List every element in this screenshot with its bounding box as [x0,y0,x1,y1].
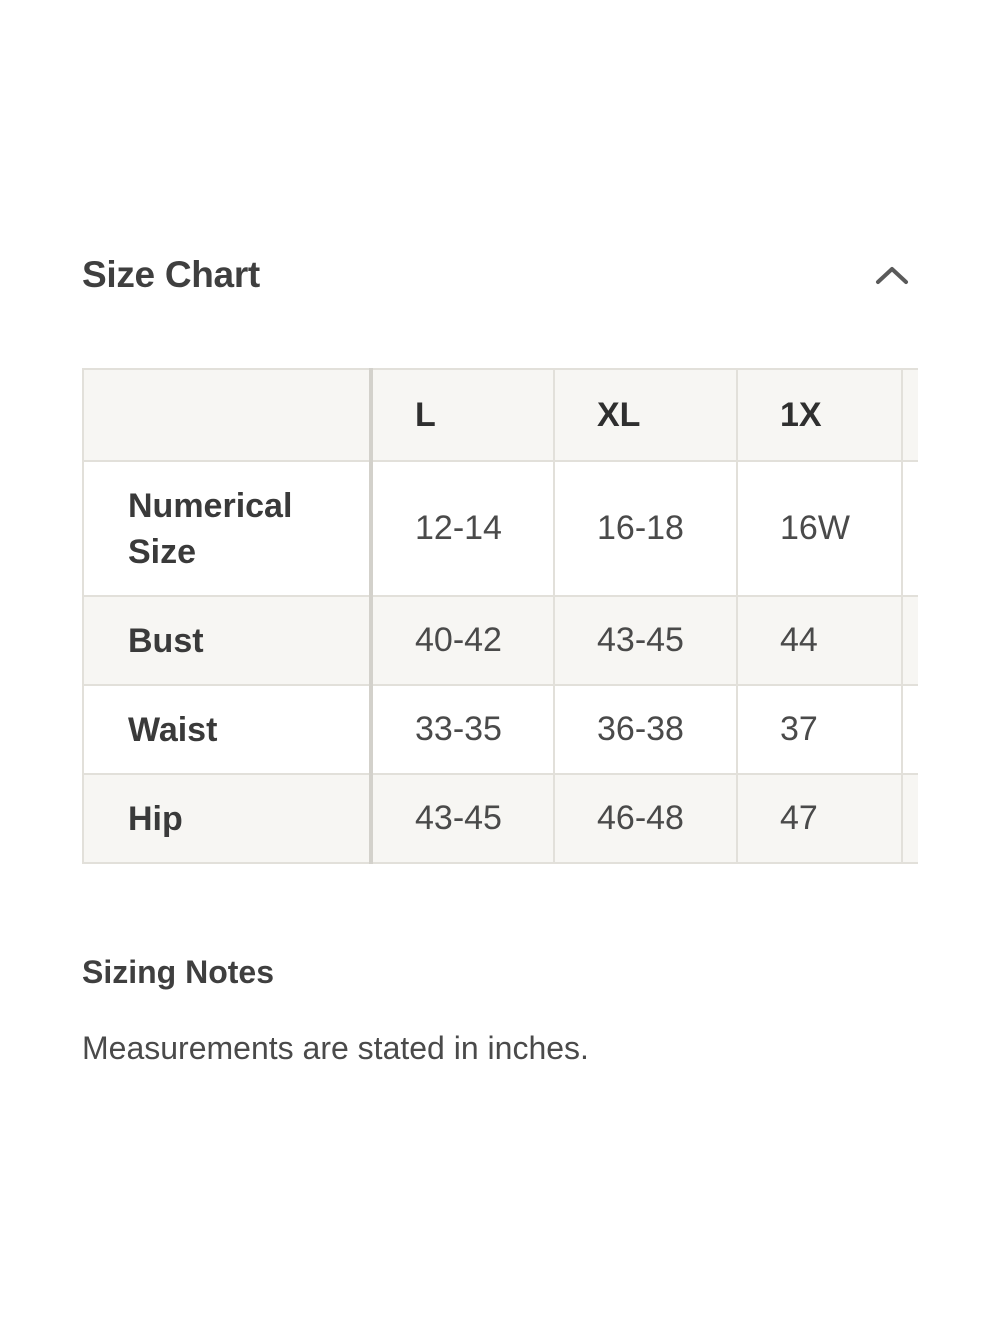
size-chart-header[interactable] [82,250,912,306]
table-cell-partial [902,685,918,774]
table-cell-partial [902,596,918,685]
size-chart-title: Size Chart [82,254,260,295]
table-cell-partial [902,461,918,596]
table-row [83,596,918,685]
table-cell: 36-38 [554,685,737,774]
row-label: Hip [83,774,371,863]
sizing-notes-title: Sizing Notes [82,954,275,990]
table-cell: 43-45 [554,596,737,685]
table-cell-partial [902,774,918,863]
row-label: Waist [83,685,371,774]
table-cell: 44 [737,596,902,685]
column-header: 1X [737,369,902,461]
chevron-up-icon[interactable] [872,256,912,296]
table-cell: 40-42 [371,596,554,685]
table-row [83,685,918,774]
row-label: Numerical Size [83,461,371,596]
column-header-partial [902,369,918,461]
table-cell: 47 [737,774,902,863]
header-corner-cell [83,369,371,461]
table-cell: 43-45 [371,774,554,863]
sizing-notes-text: Measurements are stated in inches. [82,1030,589,1066]
size-chart-table-container[interactable] [82,368,918,866]
table-cell: 16W [737,461,902,596]
table-cell: 16-18 [554,461,737,596]
column-header: XL [554,369,737,461]
table-cell: 37 [737,685,902,774]
table-cell: 33-35 [371,685,554,774]
table-row [83,461,918,596]
size-chart-table [82,368,918,864]
column-header: L [371,369,554,461]
table-cell: 46-48 [554,774,737,863]
table-row [83,774,918,863]
table-cell: 12-14 [371,461,554,596]
table-header-row [83,369,918,461]
row-label: Bust [83,596,371,685]
